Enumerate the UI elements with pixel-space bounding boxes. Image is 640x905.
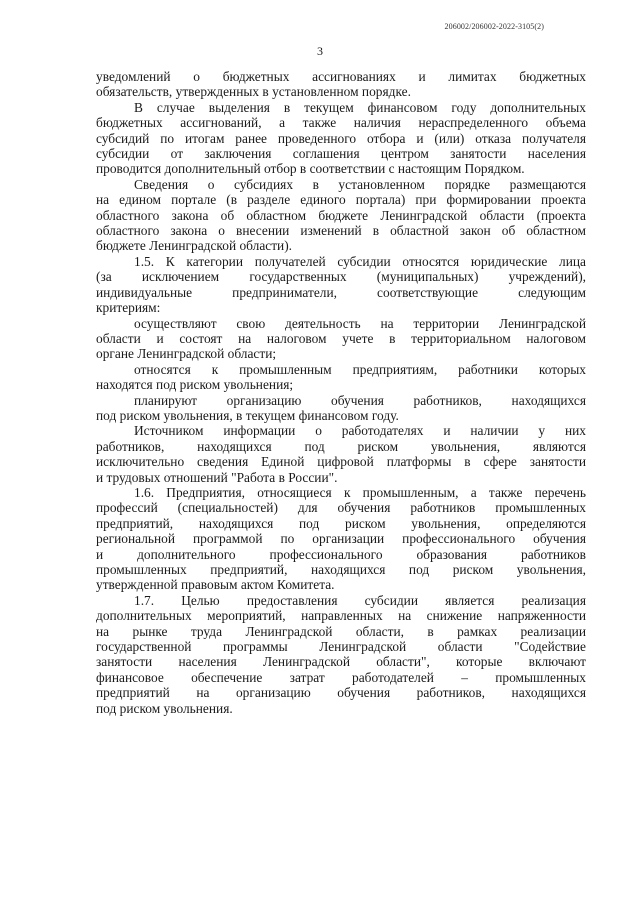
- text-line: области и состоят на налоговом учете в территориальном налоговом: [96, 330, 586, 346]
- text-line: занятости населения Ленинградской области", которые включают: [96, 654, 586, 670]
- text-line: органе Ленинградской области;: [96, 346, 277, 362]
- text-line: утвержденной правовым актом Комитета.: [96, 577, 335, 593]
- text-line: на рынке труда Ленинградской области, в рамках реализации: [96, 623, 586, 639]
- text-line: индивидуальные предприниматели, соответствующие следующим: [96, 284, 586, 300]
- text-line: Сведения о субсидиях в установленном порядке размещаются: [134, 176, 586, 192]
- text-line: проводится дополнительный отбор в соответствии с настоящим Порядком.: [96, 161, 525, 177]
- text-line: на едином портале (в разделе единого портала) при формировании проекта: [96, 192, 586, 208]
- text-line: предприятий, находящихся под риском увольнения, определяются: [96, 515, 586, 531]
- text-line: 1.6. Предприятия, относящиеся к промышленным, а также перечень: [134, 484, 586, 500]
- paragraph: [96, 69, 586, 100]
- text-line: дополнительных мероприятий, направленных на снижение напряженности: [96, 608, 586, 624]
- text-line: (за исключением государственных (муниципальных) учреждений),: [96, 269, 586, 285]
- text-line: работников, находящихся под риском увольнения, являются: [96, 438, 586, 454]
- paragraph: [96, 254, 586, 316]
- text-line: осуществляют свою деятельность на территории Ленинградской: [134, 315, 586, 331]
- text-line: В случае выделения в текущем финансовом году дополнительных: [134, 99, 586, 115]
- text-line: исключительно сведения Единой цифровой платформы в сфере занятости: [96, 454, 586, 470]
- text-line: субсидии от заключения соглашения центром занятости населения: [96, 146, 586, 162]
- document-body: [96, 69, 586, 716]
- text-line: и трудовых отношений "Работа в России".: [96, 469, 338, 485]
- paragraph: [96, 485, 586, 593]
- text-line: субсидий по итогам ранее проведенного отбора и (или) отказа получателя: [96, 130, 586, 146]
- document-id: 206002/206002-2022-3105(2): [444, 22, 544, 31]
- text-line: относятся к промышленным предприятиям, работники которых: [134, 361, 586, 377]
- text-line: областного закона об областном бюджете Ленинградской области (проекта: [96, 207, 586, 223]
- text-line: бюджетных ассигнований, а также наличия нераспределенного объема: [96, 115, 586, 131]
- text-line: под риском увольнения, в текущем финансовом году.: [96, 407, 399, 423]
- page-number: 3: [317, 44, 323, 58]
- text-line: обязательств, утвержденных в установленном порядке.: [96, 84, 411, 100]
- paragraph: [96, 316, 586, 362]
- paragraph: [96, 393, 586, 424]
- text-line: и дополнительного профессионального образования работников: [96, 546, 586, 562]
- text-line: областного закона о внесении изменений в областной закон об областном: [96, 223, 586, 239]
- text-line: предприятий на организацию обучения работников, находящихся: [96, 685, 586, 701]
- text-line: находятся под риском увольнения;: [96, 377, 294, 393]
- paragraph: [96, 177, 586, 254]
- text-line: планируют организацию обучения работников, находящихся: [134, 392, 586, 408]
- text-line: 1.5. К категории получателей субсидии относятся юридические лица: [134, 253, 586, 269]
- paragraph: [96, 593, 586, 716]
- paragraph: [96, 100, 586, 177]
- text-line: Источником информации о работодателях и наличии у них: [134, 423, 586, 439]
- text-line: профессий (специальностей) для обучения работников промышленных: [96, 500, 586, 516]
- text-line: критериям:: [96, 300, 161, 316]
- text-line: под риском увольнения.: [96, 700, 233, 716]
- paragraph: [96, 423, 586, 485]
- text-line: региональной программой по организации профессионального обучения: [96, 531, 586, 547]
- text-line: 1.7. Целью предоставления субсидии является реализация: [134, 592, 586, 608]
- text-line: промышленных предприятий, находящихся под риском увольнения,: [96, 562, 586, 577]
- text-line: финансовое обеспечение затрат работодателей – промышленных: [96, 669, 586, 685]
- text-line: бюджете Ленинградской области).: [96, 238, 293, 254]
- paragraph: [96, 362, 586, 393]
- text-line: государственной программы Ленинградской области "Содействие: [96, 639, 586, 655]
- text-line: уведомлений о бюджетных ассигнованиях и лимитах бюджетных: [96, 69, 586, 84]
